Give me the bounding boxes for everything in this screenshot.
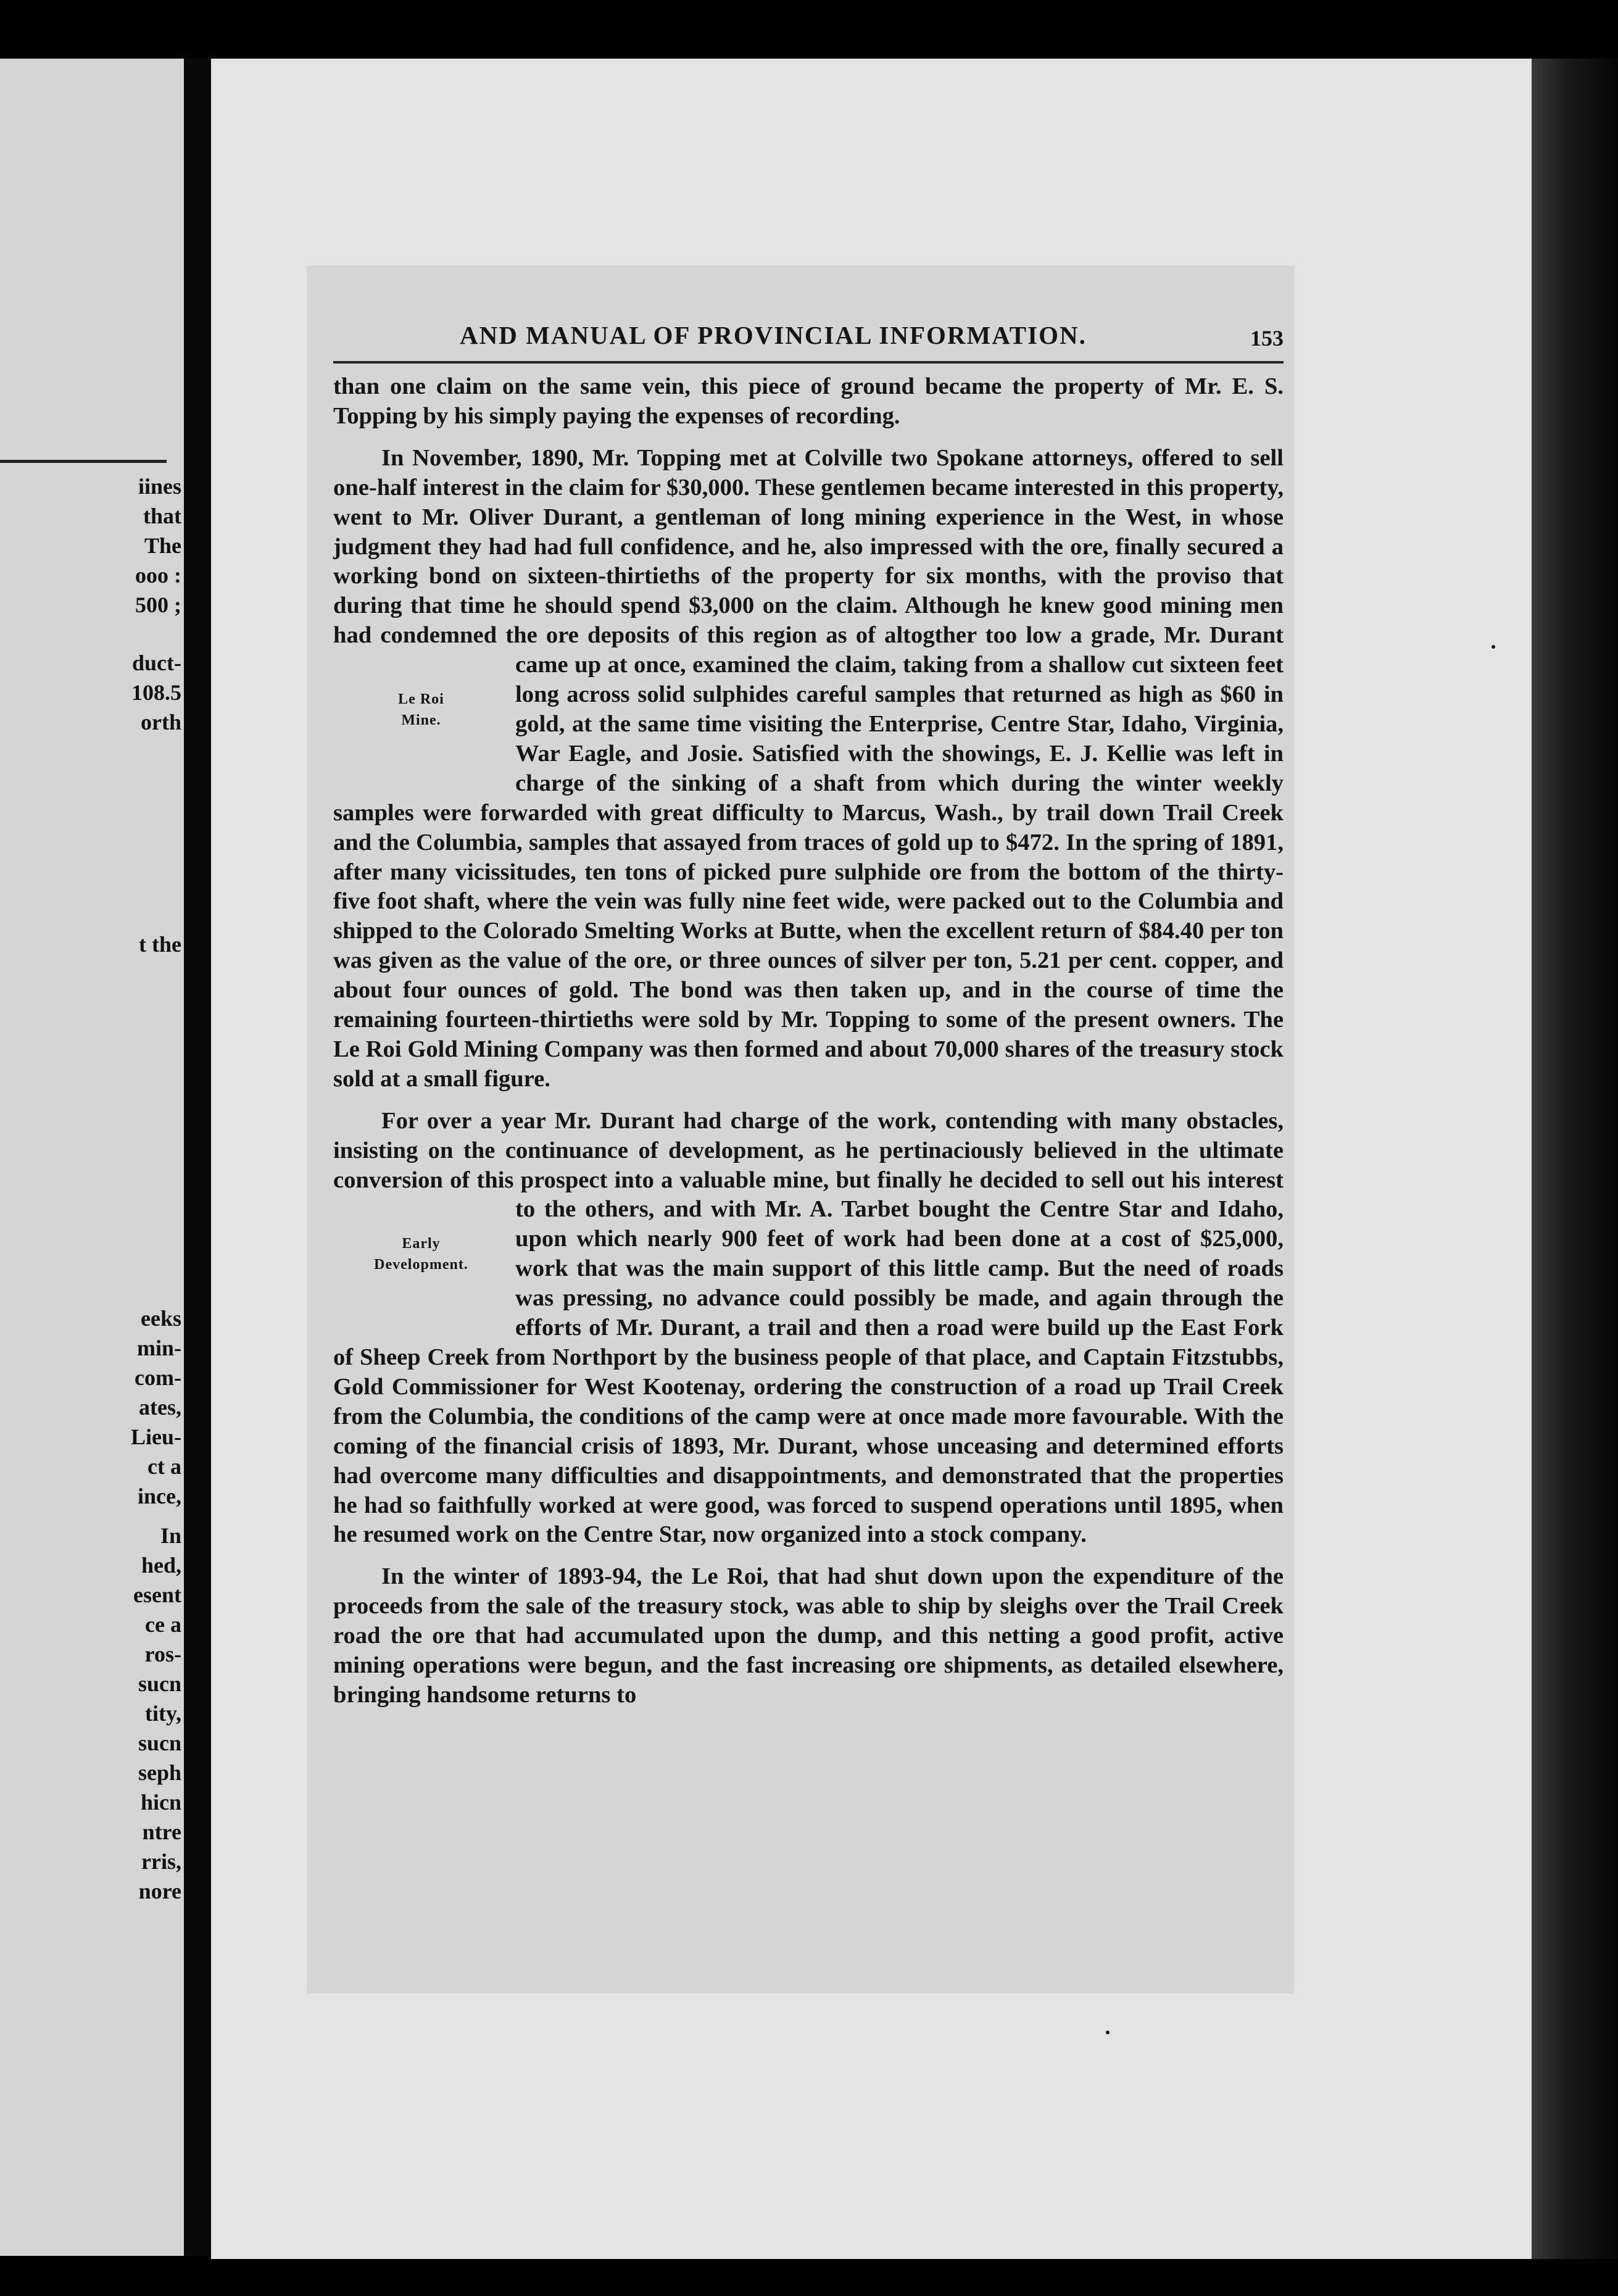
left-page-fragment-line: ros-	[144, 1642, 181, 1666]
left-page-rule	[0, 460, 167, 463]
book-page	[211, 59, 1532, 2259]
paragraph: In November, 1890, Mr. Topping met at Colville two Spokane attorneys, offered to sell one-half interest in the claim for $30,000. These gentlemen became interested in this property, went to Mr. Oliver Durant, a gentleman of long mining experience in the West, in whose judgment they had had full confidence, and he, also impressed with the ore, finally secured a working bond on sixteen-thirtieths of the property for six months, with the proviso that during that time he should spend $3,000 on the claim. Although he knew good mining men had condemned the ore deposits of this region as of altogther too low a grade, Mr. Durant came Le Roi Mine. up at once, examined the claim, taking from a shallow cut sixteen feet long across solid sulphides careful samples that returned as high as $60 in gold, at the same time visiting the Enterprise, Centre Star, Idaho, Virginia, War Eagle, and Josie. Satisfied with the showings, E. J. Kellie was left in charge of the sinking of a shaft from which during the winter weekly samples were forwarded with great difficulty to Marcus, Wash., by trail down Trail Creek and the Columbia, samples that assayed from traces of gold up to $472. In the spring of 1891, after many vicissitudes, ten tons of picked pure sulphide ore from the bottom of the thirty-five foot shaft, where the vein was fully nine feet wide, were packed out to the Columbia and shipped to the Colorado Smelting Works at Butte, when the excellent return of $84.40 per ton was given as the value of the ore, or three ounces of silver per ton, 5.21 per cent. copper, and about four ounces of gold. The bond was then taken up, and in the course of time the remaining fourteen-thirtieths were sold by Mr. Topping to some of the present owners. The Le Roi Gold Mining Company was then formed and about 70,000 shares of the treasury stock sold at a small figure.	[333, 444, 1284, 1094]
left-page-fragment-line: ct a	[147, 1454, 181, 1479]
page-edge	[1532, 59, 1618, 2259]
left-page-fragment-line: rris,	[141, 1849, 181, 1874]
text-block	[333, 312, 1284, 1710]
left-page-fragment-line: 500 ;	[135, 593, 181, 617]
left-page-fragment	[0, 59, 184, 2256]
speck	[1106, 2031, 1110, 2034]
left-page-fragment-line: min-	[137, 1336, 181, 1360]
left-page-fragment-line: The	[144, 533, 181, 558]
left-page-fragment-line: Lieu-	[130, 1425, 181, 1449]
left-page-fragment-line: ooo :	[135, 563, 181, 588]
speck	[1491, 645, 1495, 649]
left-page-fragment-line: orth	[141, 710, 181, 734]
left-page-fragment-line: In	[160, 1523, 181, 1548]
sidenote-early-development: Early Development.	[374, 1236, 468, 1273]
left-page-fragment-line: com-	[135, 1365, 181, 1390]
left-page-fragment-line: sucn	[138, 1731, 181, 1755]
left-page-fragment-line: eeks	[141, 1306, 181, 1331]
paragraph: In the winter of 1893-94, the Le Roi, that had shut down upon the expenditure of the proceeds from the sale of the treasury stock, was able to ship by sleighs over the Trail Creek road the ore that had accumulated upon the dump, and this netting a good profit, active mining operations were begun, and the fast increasing ore shipments, as detailed elsewhere, bringing handsome returns to	[333, 1563, 1284, 1708]
left-page-fragment-line: ntre	[142, 1820, 181, 1844]
left-page-fragment-line: hed,	[141, 1553, 181, 1578]
page-title: AND MANUAL OF PROVINCIAL INFORMATION.	[460, 321, 1087, 349]
left-page-fragment-line: nore	[138, 1879, 181, 1903]
running-head	[333, 312, 1284, 364]
left-page-fragment-line: duct-	[132, 651, 181, 675]
left-page-fragment-line: ates,	[139, 1395, 181, 1420]
left-page-fragment-line: sucn	[138, 1671, 181, 1696]
left-page-fragment-line: esent	[133, 1583, 181, 1607]
left-page-fragment-line: that	[143, 504, 181, 528]
paragraph: For over a year Mr. Durant had charge of the work, contending with many obstacles, insisting on the continuance of development, as he pertinaciously believed in the ultimate conversion of this prospect into a valuable mine, but finally he decided to sell out his interest to the others, and with Mr. A. Tarbet bought Early Development. the Centre Star and Idaho, upon which nearly 900 feet of work had been done at a cost of $25,000, work that was the main support of this little camp. But the need of roads was pressing, no advance could possibly be made, and again through the efforts of Mr. Durant, a trail and then a road were build up the East Fork of Sheep Creek from Northport by the business people of that place, and Captain Fitzstubbs, Gold Commissioner for West Kootenay, ordering the construction of a road up Trail Creek from the Columbia, the conditions of the camp were at once made more favourable. With the coming of the financial crisis of 1893, Mr. Durant, whose unceasing and determined efforts had overcome many difficulties and disappointments, and demonstrated that the properties he had so faithfully worked at were good, was forced to suspend operations until 1895, when he resumed work on the Centre Star, now organized into a stock company.	[333, 1107, 1284, 1550]
body-text	[333, 372, 1284, 1710]
left-page-fragment-line: iines	[138, 474, 181, 499]
left-page-fragment-line: tity,	[145, 1701, 181, 1726]
left-page-fragment-line: ce a	[145, 1612, 181, 1637]
sidenote-le-roi-mine: Le Roi Mine.	[398, 691, 444, 729]
left-page-fragment-line: hicn	[140, 1790, 181, 1815]
book-gutter	[184, 59, 211, 2256]
left-page-fragment-line: seph	[138, 1760, 181, 1785]
left-page-fragment-line: ince,	[138, 1484, 181, 1508]
left-page-fragment-line: 108.5	[131, 680, 181, 705]
paragraph: than one claim on the same vein, this piece of ground became the property of Mr. E. S. Topping by his simply paying the expenses of recording.	[333, 373, 1284, 429]
page-number: 153	[1250, 326, 1284, 351]
left-page-fragment-line: t the	[139, 932, 181, 957]
